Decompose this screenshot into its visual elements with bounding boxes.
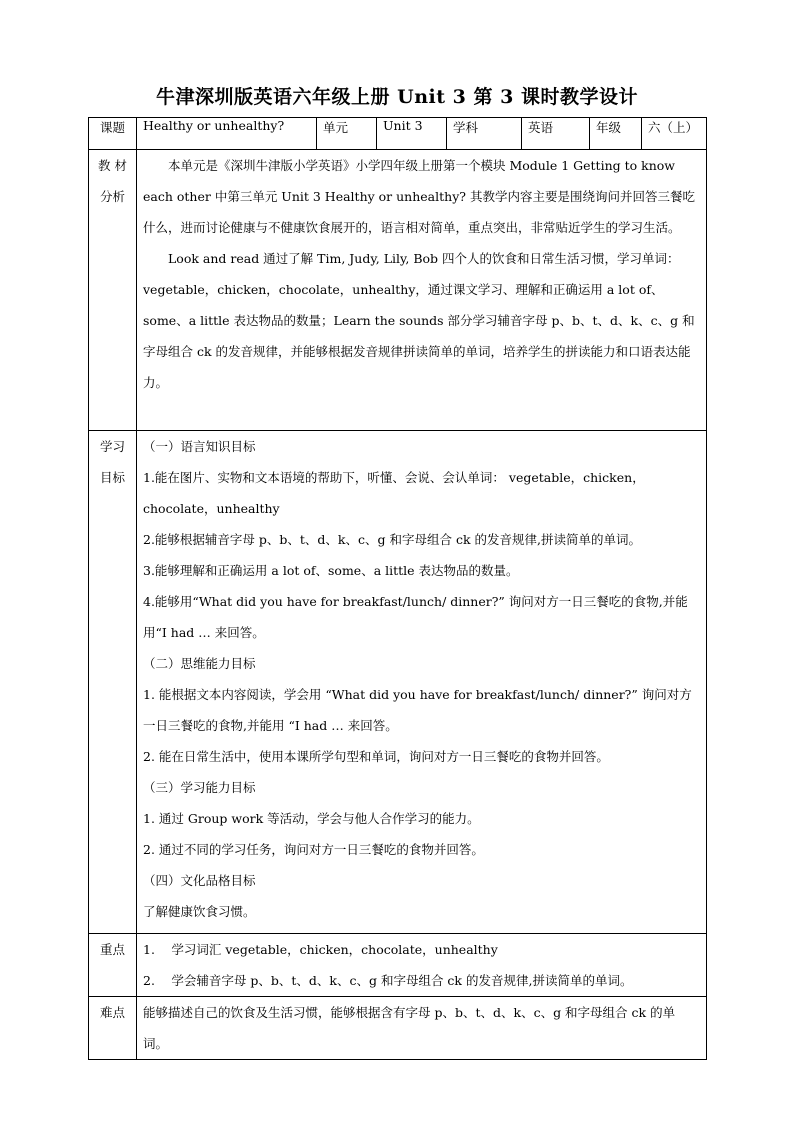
grade-label: 年级: [590, 118, 642, 150]
key-points-content: [137, 934, 707, 997]
difficulties-text: 能够描述自己的饮食及生活习惯，能够根据含有字母 p、b、t、d、k、c、g 和字母组合 ck 的单词。: [143, 1005, 676, 1051]
analysis-label: [89, 150, 137, 431]
topic-value: Healthy or unhealthy?: [137, 118, 317, 150]
subject-value: 英语: [522, 118, 590, 150]
unit-value: Unit 3: [377, 118, 447, 150]
objectives-content: [137, 431, 707, 934]
objective-item: 1.能在图片、实物和文本语境的帮助下，听懂、会说、会认单词： vegetable，chicken，chocolate，unhealthy: [143, 470, 645, 516]
grade-value: 六（上）: [642, 118, 707, 150]
analysis-label-line1: 教 材: [98, 158, 127, 173]
objective-heading: （二）思维能力目标: [143, 656, 256, 671]
objective-item: 3.能够理解和正确运用 a lot of、some、a little 表达物品的数量。: [143, 563, 519, 578]
difficulties-content: [137, 997, 707, 1060]
difficulties-label: [89, 997, 137, 1060]
objective-item: 1. 通过 Group work 等活动，学会与他人合作学习的能力。: [143, 811, 480, 826]
analysis-row: [89, 150, 707, 431]
key-points-row: [89, 934, 707, 997]
difficulties-row: [89, 997, 707, 1060]
difficulties-label-text: 难点: [99, 1005, 125, 1020]
key-points-label-text: 重点: [99, 942, 125, 957]
key-points-label: [89, 934, 137, 997]
analysis-label-line2: 分析: [99, 189, 125, 204]
lesson-plan-table: [88, 117, 707, 1060]
analysis-paragraph: 本单元是《深圳牛津版小学英语》小学四年级上册第一个模块 Module 1 Getting to know each other 中第三单元 Unit 3 Healthy or unhealthy? 其教学内容主要是围绕询问并回答三餐吃什么，进而讨论健康与不健康饮食展开的，语言相对简单，重点突出，非常贴近学生的学习生活。: [143, 158, 695, 235]
key-point-item: 1. 学习词汇 vegetable，chicken，chocolate，unhealthy: [143, 942, 498, 957]
analysis-paragraph: Look and read 通过了解 Tim, Judy, Lily, Bob 四个人的饮食和日常生活习惯，学习单词：vegetable，chicken，chocolate，unhealthy，通过课文学习、理解和正确运用 a lot of、some、a little 表达物品的数量；Learn the sounds 部分学习辅音字母 p、b、t、d、k、c、g 和字母组合 ck 的发音规律，并能够根据发音规律拼读简单的单词，培养学生的拼读能力和口语表达能力。: [143, 251, 695, 390]
objective-item: 了解健康饮食习惯。: [143, 904, 256, 919]
objective-heading: （一）语言知识目标: [143, 439, 256, 454]
subject-label: 学科: [447, 118, 522, 150]
objective-item: 2. 能在日常生活中，使用本课所学句型和单词，询问对方一日三餐吃的食物并回答。: [143, 749, 609, 764]
objective-heading: （四）文化品格目标: [143, 873, 256, 888]
objective-item: 4.能够用“What did you have for breakfast/lunch/ dinner?” 询问对方一日三餐吃的食物,并能用“I had … 来回答。: [143, 594, 688, 640]
objectives-label: [89, 431, 137, 934]
objective-item: 1. 能根据文本内容阅读，学会用 “What did you have for breakfast/lunch/ dinner?” 询问对方一日三餐吃的食物,并能用 “I had … 来回答。: [143, 687, 692, 733]
objective-item: 2.能够根据辅音字母 p、b、t、d、k、c、g 和字母组合 ck 的发音规律,拼读简单的单词。: [143, 532, 641, 547]
objectives-label-line2: 目标: [99, 470, 125, 485]
unit-label: 单元: [317, 118, 377, 150]
objective-item: 2. 通过不同的学习任务，询问对方一日三餐吃的食物并回答。: [143, 842, 484, 857]
objectives-row: [89, 431, 707, 934]
topic-label: 课题: [89, 118, 137, 150]
key-point-item: 2. 学会辅音字母 p、b、t、d、k、c、g 和字母组合 ck 的发音规律,拼读简单的单词。: [143, 973, 633, 988]
header-row: [89, 118, 707, 150]
document-title: 牛津深圳版英语六年级上册 Unit 3 第 3 课时教学设计: [156, 86, 638, 108]
objective-heading: （三）学习能力目标: [143, 780, 256, 795]
objectives-label-line1: 学习: [99, 439, 125, 454]
analysis-content: [137, 150, 707, 431]
